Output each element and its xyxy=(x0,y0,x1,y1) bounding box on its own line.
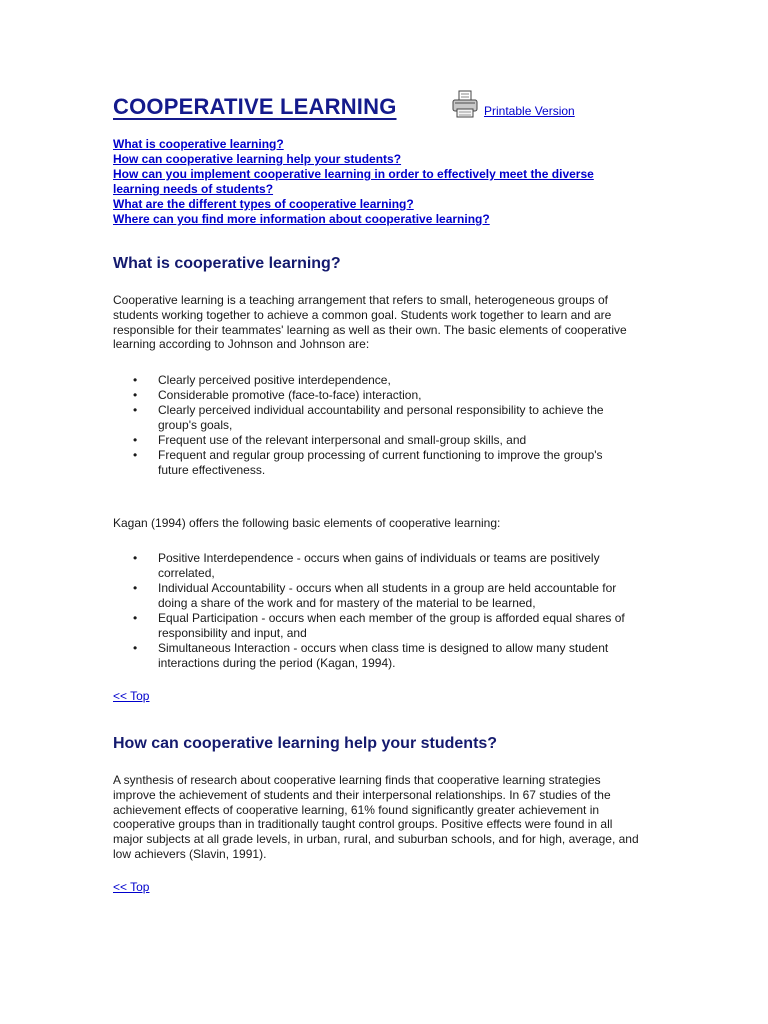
section-paragraph: A synthesis of research about cooperative learning finds that cooperative learning strategies improve the achievement of students and their interpersonal relationships. In 67 studies of the achievement effects of cooperative learning, 61% found significantly greater achievement in cooperative groups than in traditionally taught control groups. Positive effects were found in all major subjects at all grade levels, in urban, rural, and suburban schools, and for high, average, and low achievers (Slavin, 1991). xyxy=(113,772,639,861)
printer-icon[interactable] xyxy=(452,90,478,118)
list-item: • Considerable promotive (face-to-face) interaction, xyxy=(133,388,422,403)
title-row xyxy=(113,88,653,128)
table-of-contents xyxy=(113,137,653,227)
page-title: COOPERATIVE LEARNING xyxy=(113,94,397,119)
list-item: • Frequent use of the relevant interpersonal and small-group skills, and xyxy=(133,433,527,448)
section-heading-how-help: How can cooperative learning help your students? xyxy=(113,734,498,752)
back-to-top-link[interactable]: << Top xyxy=(113,688,150,703)
list-item: • Frequent and regular group processing of current functioning to improve the group's future effectiveness. xyxy=(133,448,603,478)
bullet-icon: • xyxy=(133,373,138,388)
list-item: • Individual Accountability - occurs when all students in a group are held accountable for doing a share of the work and for mastery of the material to be learned, xyxy=(133,580,617,610)
section-heading-what-is: What is cooperative learning? xyxy=(113,255,341,272)
toc-link-implement[interactable]: How can you implement cooperative learning in order to effectively meet the diverse learning needs of students? xyxy=(113,167,594,196)
list-item: • Clearly perceived individual accountability and personal responsibility to achieve the group's goals, xyxy=(133,403,604,433)
toc-link-what-is[interactable]: What is cooperative learning? xyxy=(113,137,284,151)
toc-link-more-info[interactable]: Where can you find more information about cooperative learning? xyxy=(113,212,490,226)
document-page xyxy=(113,88,653,896)
bullet-icon: • xyxy=(133,580,138,595)
list-item: • Simultaneous Interaction - occurs when class time is designed to allow many student interactions during the period (Kagan, 1994). xyxy=(133,640,609,670)
bullet-icon: • xyxy=(133,640,138,655)
johnson-elements-list xyxy=(113,373,633,478)
bullet-icon: • xyxy=(133,388,138,403)
kagan-intro-paragraph: Kagan (1994) offers the following basic elements of cooperative learning: xyxy=(113,516,501,531)
bullet-icon: • xyxy=(133,433,138,448)
section-how-help xyxy=(113,735,653,896)
toc-link-types[interactable]: What are the different types of cooperative learning? xyxy=(113,197,414,211)
kagan-elements-list xyxy=(113,551,633,671)
bullet-icon: • xyxy=(133,403,138,418)
bullet-icon: • xyxy=(133,550,138,565)
bullet-icon: • xyxy=(133,610,138,625)
list-item: • Equal Participation - occurs when each member of the group is afforded equal shares of responsibility and input, and xyxy=(133,610,625,640)
section-what-is xyxy=(113,255,653,705)
section-paragraph: Cooperative learning is a teaching arrangement that refers to small, heterogeneous groups of students working together to achieve a common goal. Students work together to learn and are responsible for their teammates' learning as well as their own. The basic elements of cooperative learning according to Johnson and Johnson are: xyxy=(113,293,627,352)
printable-version-link[interactable]: Printable Version xyxy=(484,104,575,118)
list-item: • Positive Interdependence - occurs when gains of individuals or teams are positively correlated, xyxy=(133,550,600,580)
toc-link-how-help[interactable]: How can cooperative learning help your students? xyxy=(113,152,402,166)
bullet-icon: • xyxy=(133,448,138,463)
list-item: • Clearly perceived positive interdependence, xyxy=(133,373,391,388)
back-to-top-link[interactable]: << Top xyxy=(113,879,150,894)
